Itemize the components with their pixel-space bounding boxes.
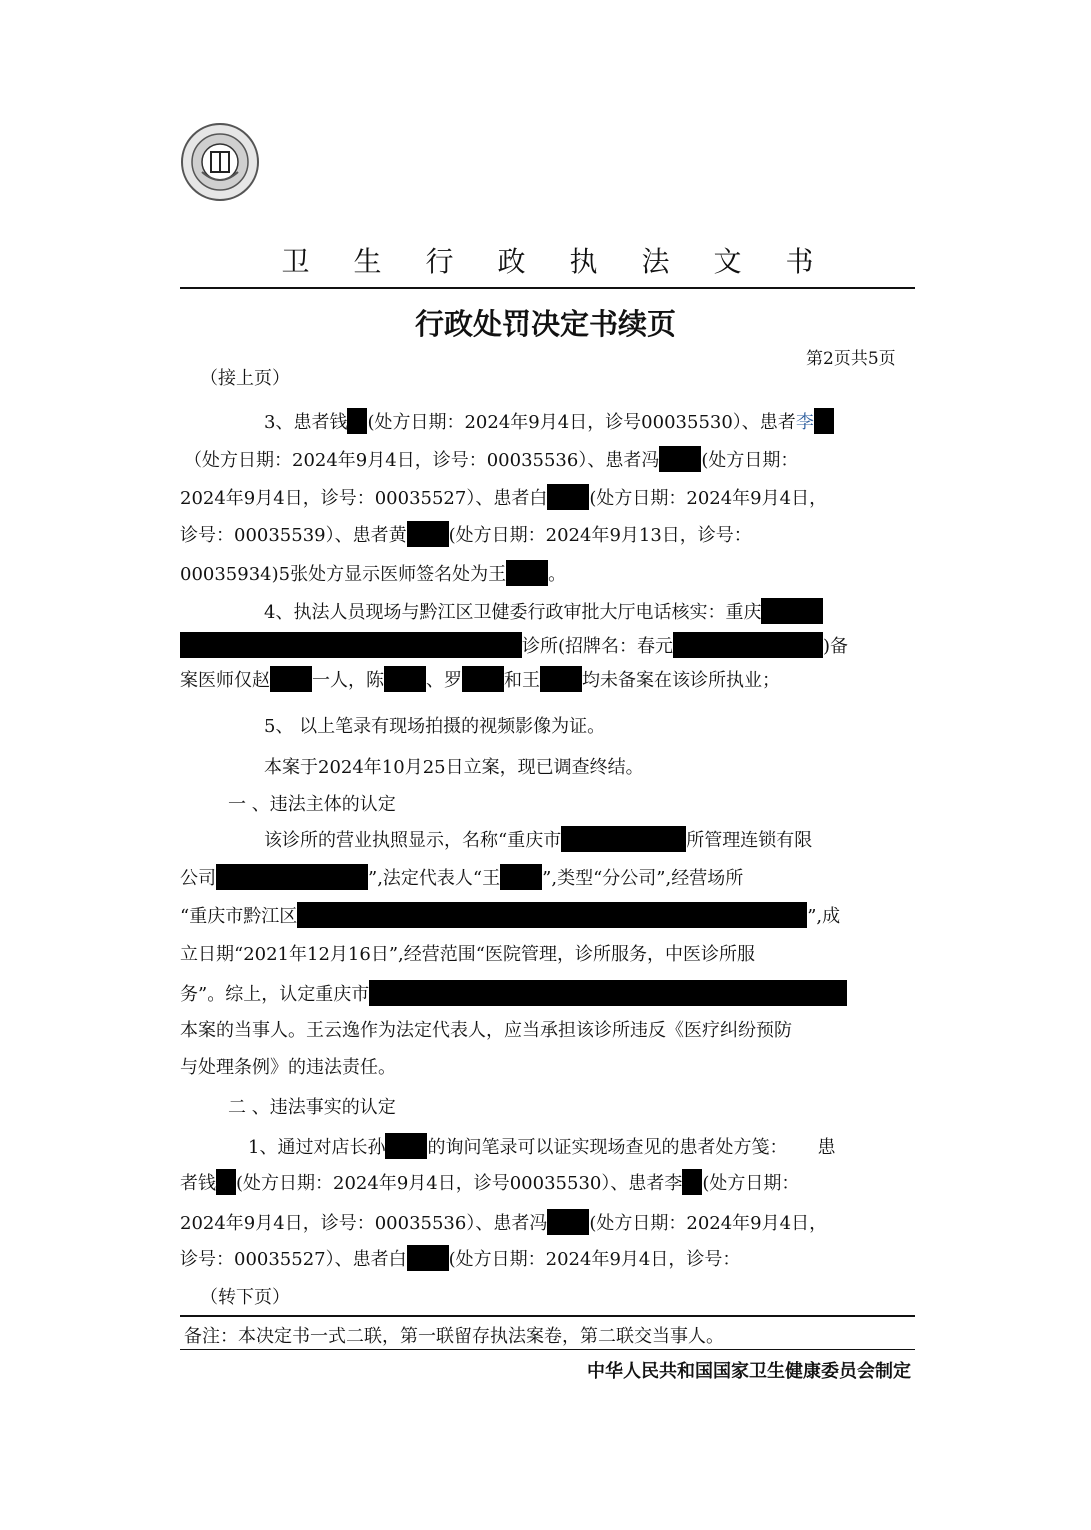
redaction-block [347, 408, 367, 434]
document-category-heading: 卫生行政执法文书 [281, 245, 858, 278]
body-line: “重庆市黔江区 ”,成 [180, 902, 840, 928]
body-line: 案医师仅赵 一人，陈 、罗 和王 均未备案在该诊所执业； [180, 666, 780, 692]
redaction-block [462, 666, 504, 692]
redaction-block [500, 864, 542, 890]
section-heading: 二 、违法事实的认定 [228, 1097, 396, 1118]
redaction-block [407, 1245, 449, 1271]
body-line: （处方日期：2024年9月4日，诊号：00035536）、患者冯 (处方日期： [184, 446, 798, 472]
redaction-block [384, 666, 426, 692]
body-line: 5、 以上笔录有现场拍摄的视频影像为证。 [264, 716, 606, 737]
redaction-block [297, 902, 807, 928]
continued-from-note: （接上页） [200, 368, 290, 389]
document-title: 行政处罚决定书续页 [414, 307, 676, 341]
redaction-block [385, 1133, 427, 1159]
body-line: 立日期“2021年12月16日”,经营范围“医院管理，诊所服务，中医诊所服 [180, 944, 755, 965]
issuer-statement: 中华人民共和国国家卫生健康委员会制定 [587, 1361, 911, 1382]
body-line: 该诊所的营业执照显示，名称“重庆市 所管理连锁有限 [264, 826, 812, 852]
header-divider [180, 287, 915, 289]
redaction-block [659, 446, 701, 472]
redaction-block [547, 1209, 589, 1235]
redaction-block [216, 864, 368, 890]
emblem-seal-icon [180, 122, 260, 202]
body-line: 务”。综上，认定重庆市 [180, 980, 847, 1006]
redaction-block [369, 980, 847, 1006]
note-divider [180, 1349, 915, 1350]
body-line: 2024年9月4日，诊号：00035536）、患者冯 (处方日期：2024年9月4日， [180, 1209, 827, 1235]
redaction-block [407, 521, 449, 547]
redaction-block [761, 598, 823, 624]
page-number: 第2页共5页 [806, 349, 896, 369]
continued-to-note: （转下页） [200, 1287, 290, 1308]
redaction-block [540, 666, 582, 692]
redaction-block [682, 1169, 702, 1195]
body-line: 诊号：00035527）、患者白 (处方日期：2024年9月4日，诊号： [180, 1245, 740, 1271]
redaction-block [814, 408, 834, 434]
body-line: 3、患者钱 (处方日期：2024年9月4日，诊号00035530）、患者李 [264, 408, 834, 434]
redaction-block [547, 484, 589, 510]
body-line: 诊号：00035539）、患者黄 (处方日期：2024年9月13日，诊号： [180, 521, 752, 547]
body-line: 00035934)5张处方显示医师签名处为王 。 [180, 560, 566, 586]
redaction-block [506, 560, 548, 586]
redaction-block [180, 632, 522, 658]
redaction-block [673, 632, 823, 658]
section-heading: 一 、违法主体的认定 [228, 794, 396, 815]
body-line: 1、通过对店长孙 的询问笔录可以证实现场查见的患者处方笺： 患 [248, 1133, 835, 1159]
body-line: 者钱 (处方日期：2024年9月4日，诊号00035530）、患者李 (处方日期： [180, 1169, 799, 1195]
remark-note: 备注：本决定书一式二联，第一联留存执法案卷，第二联交当事人。 [184, 1326, 724, 1347]
redaction-block [270, 666, 312, 692]
body-line: 公司 ”,法定代表人“王 ”,类型“分公司”,经营场所 [180, 864, 743, 890]
body-line: 本案于2024年10月25日立案，现已调查终结。 [264, 757, 644, 778]
redaction-block [561, 826, 686, 852]
footer-divider [180, 1315, 915, 1317]
body-line: 本案的当事人。王云逸作为法定代表人，应当承担该诊所违反《医疗纠纷预防 [180, 1020, 792, 1041]
body-line: 2024年9月4日，诊号：00035527）、患者白 (处方日期：2024年9月4日， [180, 484, 827, 510]
body-line: 与处理条例》的违法责任。 [180, 1057, 396, 1078]
body-line: 诊所(招牌名：春元 )备 [180, 632, 848, 658]
redaction-block [216, 1169, 236, 1195]
body-line: 4、执法人员现场与黔江区卫健委行政审批大厅电话核实：重庆 [264, 598, 823, 624]
